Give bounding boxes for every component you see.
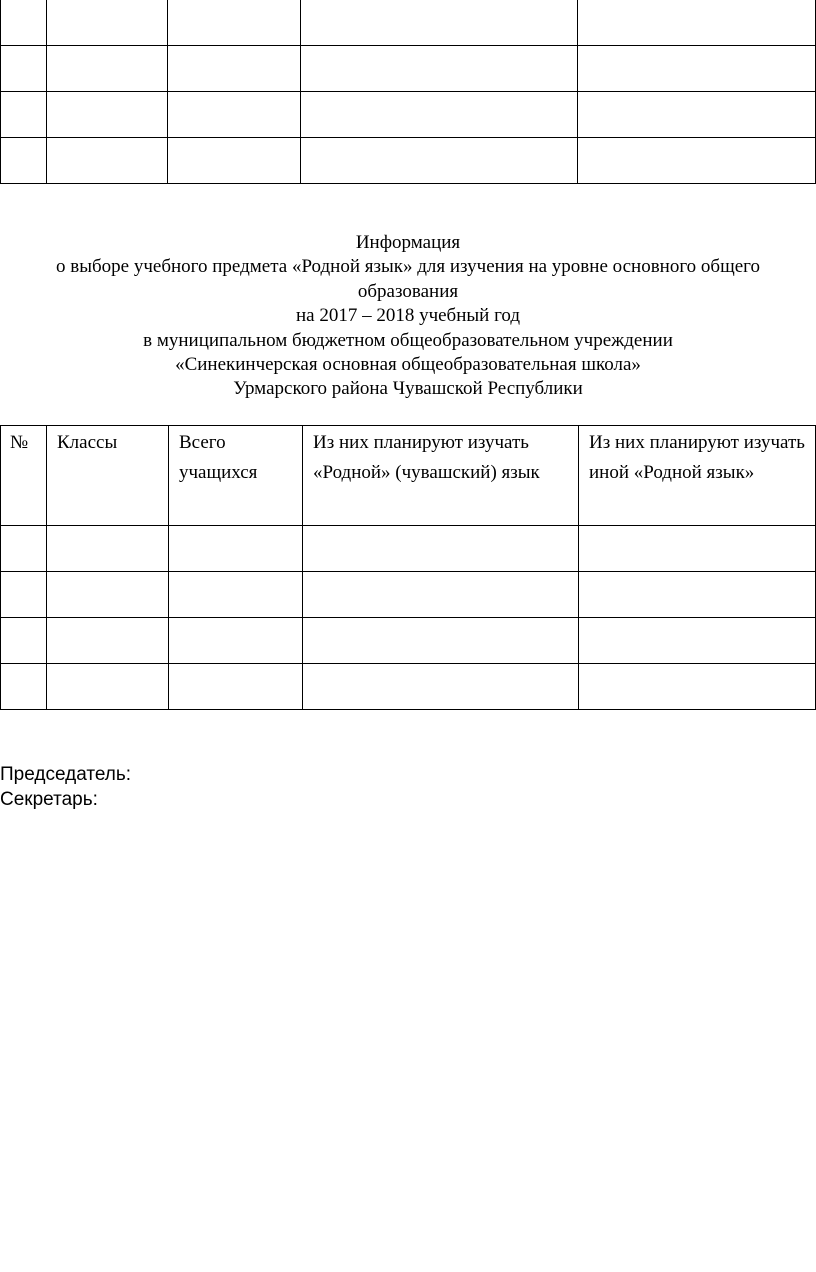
table-cell [301,92,578,138]
table-header-row [1,426,816,526]
table-row [1,526,816,572]
header-chuvash-language: Из них планируют изучать «Родной» (чувашский) язык [303,426,579,526]
table-cell [579,618,816,664]
heading-line: «Синекинчерская основная общеобразовательная школа» [175,354,641,376]
table-cell [578,138,816,184]
table-cell [168,92,301,138]
secretary-label: Секретарь: [0,789,98,810]
heading-title: Информация [355,232,461,253]
table-cell [169,664,303,710]
table-cell [168,138,301,184]
document-heading [0,231,816,402]
table-cell [1,664,47,710]
language-choice-table [0,425,816,710]
table-cell [1,0,47,46]
table-cell [579,664,816,710]
table-cell [168,46,301,92]
table-row [1,138,816,184]
table-cell [578,92,816,138]
table-cell [47,664,169,710]
table-row [1,618,816,664]
header-classes: Классы [47,426,169,526]
table-row [1,46,816,92]
table-cell [47,46,168,92]
table-cell [579,526,816,572]
table-row [1,572,816,618]
table-cell [578,0,816,46]
table-cell [169,572,303,618]
table-cell [47,526,169,572]
table-row [1,92,816,138]
table-cell [579,572,816,618]
table-cell [1,138,47,184]
table-cell [578,46,816,92]
table-cell [1,618,47,664]
heading-line: на 2017 – 2018 учебный год [295,305,521,327]
chairman-label: Председатель: [0,764,132,785]
table-cell [303,664,579,710]
table-cell [169,618,303,664]
table-cell [47,92,168,138]
table-cell [1,526,47,572]
heading-line: в муниципальном бюджетном общеобразовательном учреждении [143,329,673,351]
table-cell [47,0,168,46]
table-cell [169,526,303,572]
table-cell [301,0,578,46]
table-row [1,664,816,710]
heading-line: о выборе учебного предмета «Родной язык» для изучения на уровне основного общего [56,256,760,278]
table-cell [47,138,168,184]
table-cell [1,572,47,618]
table-cell [1,46,47,92]
heading-line: образования [357,280,459,302]
header-other-native-language: Из них планируют изучать иной «Родной язык» [579,426,816,526]
table-cell [47,572,169,618]
top-empty-table [0,0,816,184]
header-number: № [1,426,47,526]
heading-line: Урмарского района Чувашской Республики [233,378,583,400]
signature-block [0,762,131,812]
table-cell [303,618,579,664]
header-total-students: Всего учащихся [169,426,303,526]
table-cell [303,526,579,572]
table-cell [303,572,579,618]
table-cell [1,92,47,138]
table-cell [301,46,578,92]
table-cell [301,138,578,184]
table-cell [168,0,301,46]
table-cell [47,618,169,664]
table-row [1,0,816,46]
